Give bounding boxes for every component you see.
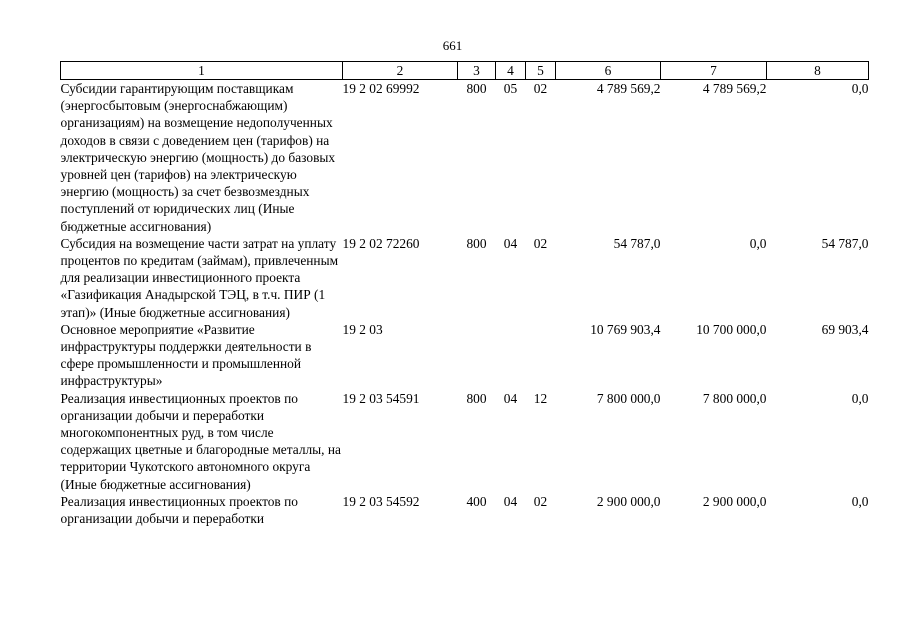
row-sum-col8: 0,0 bbox=[851, 81, 869, 96]
table-row bbox=[61, 80, 869, 235]
row-expense-type bbox=[458, 321, 496, 390]
row-section: 05 bbox=[503, 81, 518, 96]
row-target-code: 19 2 02 72260 bbox=[342, 235, 420, 251]
table-row bbox=[61, 390, 869, 493]
row-section bbox=[496, 321, 526, 390]
row-subsection: 02 bbox=[533, 493, 548, 509]
row-sum-col8: 0,0 bbox=[851, 390, 869, 406]
row-subsection: 02 bbox=[533, 235, 548, 251]
row-expense-type: 800 bbox=[466, 235, 487, 251]
row-subsection: 02 bbox=[533, 81, 548, 96]
row-sum-col7: 10 700 000,0 bbox=[696, 321, 767, 337]
row-section: 04 bbox=[503, 235, 518, 251]
row-sum-col8: 54 787,0 bbox=[821, 235, 869, 251]
header-row bbox=[61, 62, 869, 80]
row-sum-total: 2 900 000,0 bbox=[596, 493, 661, 509]
col-header-5: 5 bbox=[526, 62, 556, 80]
budget-table bbox=[60, 61, 869, 527]
row-target-code: 19 2 03 54591 bbox=[342, 390, 420, 406]
row-name: Реализация инвестиционных проектов по организации добычи и переработки многокомпонентных руд, в том числе содержащих цветные и благородные металлы, на территории Чукотского автономного округа (Иные бюджетные ассигнования) bbox=[60, 390, 341, 492]
row-sum-col7: 4 789 569,2 bbox=[702, 81, 767, 96]
col-header-1: 1 bbox=[61, 62, 343, 80]
row-sum-total: 4 789 569,2 bbox=[596, 81, 661, 96]
col-header-2: 2 bbox=[343, 62, 458, 80]
row-target-code: 19 2 03 bbox=[342, 321, 383, 337]
row-sum-col7: 7 800 000,0 bbox=[702, 390, 767, 406]
table-row bbox=[61, 493, 869, 527]
row-expense-type: 800 bbox=[466, 390, 487, 406]
col-header-3: 3 bbox=[458, 62, 496, 80]
row-target-code: 19 2 02 69992 bbox=[342, 81, 420, 96]
table-row bbox=[61, 321, 869, 390]
col-header-8: 8 bbox=[767, 62, 869, 80]
row-sum-col7: 2 900 000,0 bbox=[702, 493, 767, 509]
row-name: Реализация инвестиционных проектов по организации добычи и переработки bbox=[60, 493, 298, 527]
row-sum-total: 10 769 903,4 bbox=[590, 321, 661, 337]
page-number: 661 bbox=[442, 38, 463, 53]
row-target-code: 19 2 03 54592 bbox=[342, 493, 420, 509]
row-section: 04 bbox=[503, 493, 518, 509]
row-section: 04 bbox=[503, 390, 518, 406]
row-subsection bbox=[526, 321, 556, 390]
row-expense-type: 400 bbox=[466, 493, 487, 509]
row-name: Основное мероприятие «Развитие инфраструктуры поддержки деятельности в сфере промышленности и промышленной инфраструктуры» bbox=[60, 321, 312, 389]
row-sum-col8: 0,0 bbox=[851, 493, 869, 509]
table-row bbox=[61, 235, 869, 321]
row-sum-col8: 69 903,4 bbox=[821, 321, 869, 337]
row-name: Субсидии гарантирующим поставщикам (энергосбытовым (энергоснабжающим) организациям) на возмещение недополученных доходов в связи с доведением цен (тарифов) на электрическую энергию (мощность) до базовых уровней цен (тарифов) на электрическую энергию (мощность) за счет безвозмездных поступлений от юридических лиц (Иные бюджетные ассигнования) bbox=[60, 81, 336, 234]
row-expense-type: 800 bbox=[466, 81, 487, 96]
row-sum-col7: 0,0 bbox=[749, 235, 767, 251]
row-sum-total: 54 787,0 bbox=[613, 235, 661, 251]
col-header-6: 6 bbox=[556, 62, 661, 80]
row-subsection: 12 bbox=[533, 390, 548, 406]
row-name: Субсидия на возмещение части затрат на уплату процентов по кредитам (займам), привлеченным для реализации инвестиционного проекта «Газификация Анадырской ТЭЦ, в т.ч. ПИР (1 этап)» (Иные бюджетные ассигнования) bbox=[60, 235, 339, 320]
col-header-7: 7 bbox=[661, 62, 767, 80]
row-sum-total: 7 800 000,0 bbox=[596, 390, 661, 406]
col-header-4: 4 bbox=[496, 62, 526, 80]
